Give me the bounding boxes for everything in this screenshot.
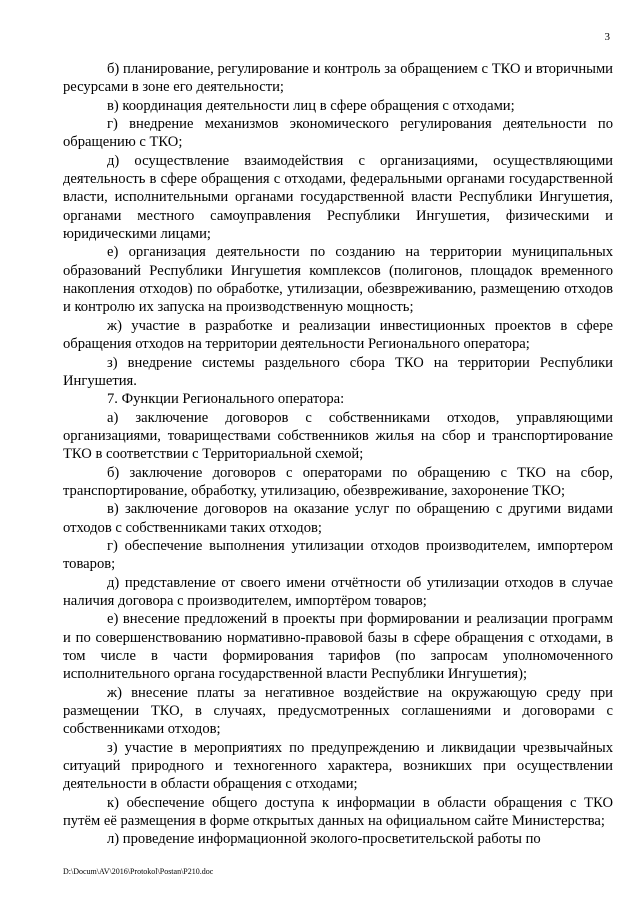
- paragraph-v-coordination: в) координация деятельности лиц в сфере обращения с отходами;: [107, 97, 515, 114]
- paragraph-d-interaction: д) осуществление взаимодействия с организациями, осуществляющими деятельность в сфере обращения с отходами, федеральными органами государственной власти, исполнительными органами государственной власти Республики Ингушетия, органами местного самоуправления Республики Ингушетия, физическими и юридическими лицами;: [63, 152, 613, 243]
- footer-file-path: D:\Docum\AV\2016\Protokol\Postan\P210.doc: [63, 867, 214, 876]
- paragraph-a-contracts-owners: а) заключение договоров с собственниками отходов, управляющими организациями, товариществами собственников жилья на сбор и транспортирование ТКО в соответствии с Территориальной схемой;: [63, 409, 613, 463]
- paragraph-l-education: л) проведение информационной эколого-просветительской работы по: [107, 831, 541, 848]
- paragraph-g-utilization: г) обеспечение выполнения утилизации отходов производителем, импортером товаров;: [63, 537, 613, 573]
- paragraph-b-planning: б) планирование, регулирование и контроль за обращением с ТКО и вторичными ресурсами в зоне его деятельности;: [63, 61, 613, 96]
- section-heading-functions: 7. Функции Регионального оператора:: [107, 391, 345, 408]
- paragraph-zh-investment: ж) участие в разработке и реализации инвестиционных проектов в сфере обращения отходов на территории деятельности Регионального оператора;: [63, 317, 613, 353]
- paragraph-e-proposals: е) внесение предложений в проекты при формировании и реализации программ и по совершенствованию нормативно-правовой базы в сфере обращения с отходами, в том числе в части формирования тарифов (по запросам уполномоченного исполнительного органа государственной власти Республики Ингушетия);: [63, 611, 613, 683]
- paragraph-z-separate-collection: з) внедрение системы раздельного сбора ТКО на территории Республики Ингушетия.: [63, 354, 613, 389]
- page-number: 3: [604, 31, 610, 43]
- paragraph-d-reporting: д) представление от своего имени отчётности об утилизации отходов в случае наличия договора с производителем, импортёром товаров;: [63, 574, 613, 609]
- paragraph-g-economic-regulation: г) внедрение механизмов экономического регулирования деятельности по обращению с ТКО;: [63, 116, 613, 151]
- document-body: [63, 60, 613, 849]
- paragraph-b-contracts-operators: б) заключение договоров с операторами по обращению с ТКО на сбор, транспортирование, обработку, утилизацию, обезвреживание, захоронение ТКО;: [63, 464, 613, 499]
- paragraph-z-emergencies: з) участие в мероприятиях по предупреждению и ликвидации чрезвычайных ситуаций природного и техногенного характера, возникших при осуществлении деятельности в области обращения с отходами;: [63, 739, 613, 793]
- paragraph-e-complexes: е) организация деятельности по созданию на территории муниципальных образований Республики Ингушетия комплексов (полигонов, площадок временного накопления отходов) по обработке, утилизации, обезвреживанию, размещению отходов и контролю их запуска на производственную мощность;: [63, 244, 613, 316]
- paragraph-zh-payment: ж) внесение платы за негативное воздействие на окружающую среду при размещении ТКО, в случаях, предусмотренных соглашениями и договорами с собственниками отходов;: [63, 684, 613, 738]
- paragraph-v-other-waste: в) заключение договоров на оказание услуг по обращению с другими видами отходов с собственниками таких отходов;: [63, 501, 613, 536]
- paragraph-k-open-data: к) обеспечение общего доступа к информации в области обращения с ТКО путём её размещения в форме открытых данных на официальном сайте Министерства;: [63, 794, 613, 830]
